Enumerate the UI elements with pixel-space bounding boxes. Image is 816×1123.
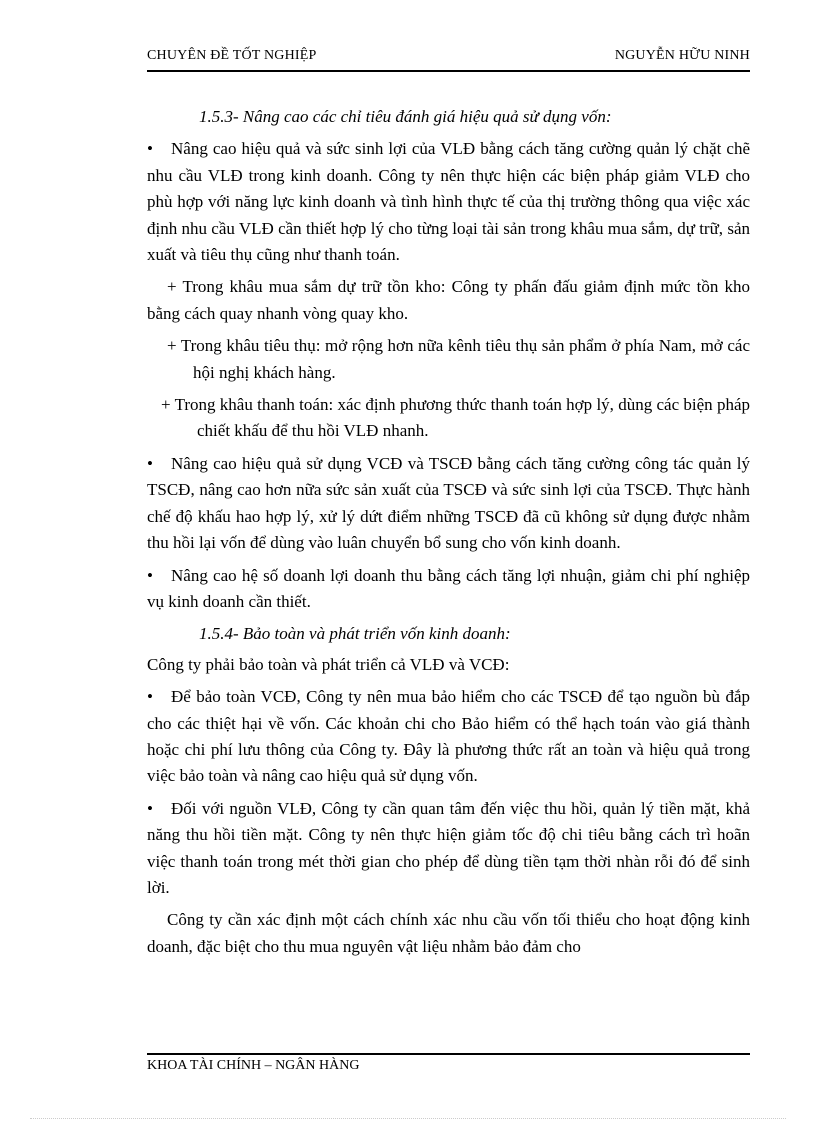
bullet-text-5: Đối với nguồn VLĐ, Công ty cần quan tâm đến việc thu hồi, quản lý tiền mặt, khả năng thu hồi tiền mặt. Công ty nên thực hiện giảm tốc độ chi tiêu bằng cách trì hoãn việc thanh toán trong mét thời gian cho phép để dùng tiền tạm thời nhàn rỗi đó để sinh lời. [147,798,750,897]
section-heading-1-5-4: 1.5.4- Bảo toàn và phát triển vốn kinh doanh: [199,624,511,644]
bullet-text-2: Nâng cao hiệu quả sử dụng VCĐ và TSCĐ bằng cách tăng cường công tác quản lý TSCĐ, nâng cao hơn nữa sức sản xuất của TSCĐ và sức sinh lợi của TSCĐ. Thực hành chế độ khấu hao hợp lý, xử lý dứt điểm những TSCĐ đã cũ không sử dụng được nhằm thu hồi lại vốn để dùng vào luân chuyển bổ sung cho vốn kinh doanh. [147,453,750,553]
bullet-paragraph-5 [147,796,750,902]
bullet-icon: • [147,139,153,159]
sub-item-purchasing: + Trong khâu mua sắm dự trữ tồn kho: Công ty phấn đấu giảm định mức tồn kho bằng cách quay nhanh vòng quay kho. [147,277,750,323]
bullet-text-4: Để bảo toàn VCĐ, Công ty nên mua bảo hiểm cho các TSCĐ để tạo nguồn bù đắp cho các thiệt hại về vốn. Các khoản chi cho Bảo hiểm có thể hạch toán vào giá thành hoặc chi phí lưu thông của Công ty. Đây là phương thức rất an toàn và hiệu quả trong việc bảo toàn và nâng cao hiệu quả sử dụng vốn. [147,687,750,786]
bullet-icon: • [147,687,153,707]
page-bottom-dotted-line [30,1118,786,1119]
document-body [147,104,750,960]
header-title: CHUYÊN ĐỀ TỐT NGHIỆP [147,48,317,63]
header-divider [147,70,750,72]
bullet-paragraph-4 [147,684,750,790]
closing-paragraph: Công ty cần xác định một cách chính xác nhu cầu vốn tối thiểu cho hoạt động kinh doanh, đặc biệt cho thu mua nguyên vật liệu nhằm bảo đảm cho [147,910,750,956]
sub-item-consumption: + Trong khâu tiêu thụ: mở rộng hơn nữa kênh tiêu thụ sản phẩm ở phía Nam, mở các hội nghị khách hàng. [167,336,750,382]
bullet-text-1: Nâng cao hiệu quả và sức sinh lợi của VLĐ bằng cách tăng cường quản lý chặt chẽ nhu cầu VLĐ trong kinh doanh. Công ty nên thực hiện các biện pháp giảm VLĐ cho phù hợp với năng lực kinh doanh và tình hình thực tế của thị trường thông qua việc xác định nhu cầu VLĐ cần thiết hợp lý cho từng loại tài sản trong khâu mua sắm, dự trữ, sản xuất và tiêu thụ cũng như thanh toán. [147,139,750,265]
bullet-paragraph-2 [147,451,750,557]
bullet-icon: • [147,798,153,818]
page-footer: KHOA TÀI CHÍNH – NGÂN HÀNG [147,1058,360,1073]
bullet-icon: • [147,565,153,585]
header-author: NGUYỄN HỮU NINH [614,48,750,63]
section-heading-1-5-3: 1.5.3- Nâng cao các chỉ tiêu đánh giá hiệu quả sử dụng vốn: [199,107,612,126]
page-header [147,46,750,70]
bullet-text-3: Nâng cao hệ số doanh lợi doanh thu bằng cách tăng lợi nhuận, giảm chi phí nghiệp vụ kinh doanh cần thiết. [147,565,750,611]
bullet-paragraph-1 [147,136,750,268]
footer-divider [147,1053,750,1055]
bullet-icon: • [147,453,153,473]
intro-paragraph: Công ty phải bảo toàn và phát triển cả VLĐ và VCĐ: [147,654,510,674]
bullet-paragraph-3 [147,563,750,616]
sub-item-payment: + Trong khâu thanh toán: xác định phương thức thanh toán hợp lý, dùng các biện pháp chiết khấu để thu hồi VLĐ nhanh. [161,395,750,441]
